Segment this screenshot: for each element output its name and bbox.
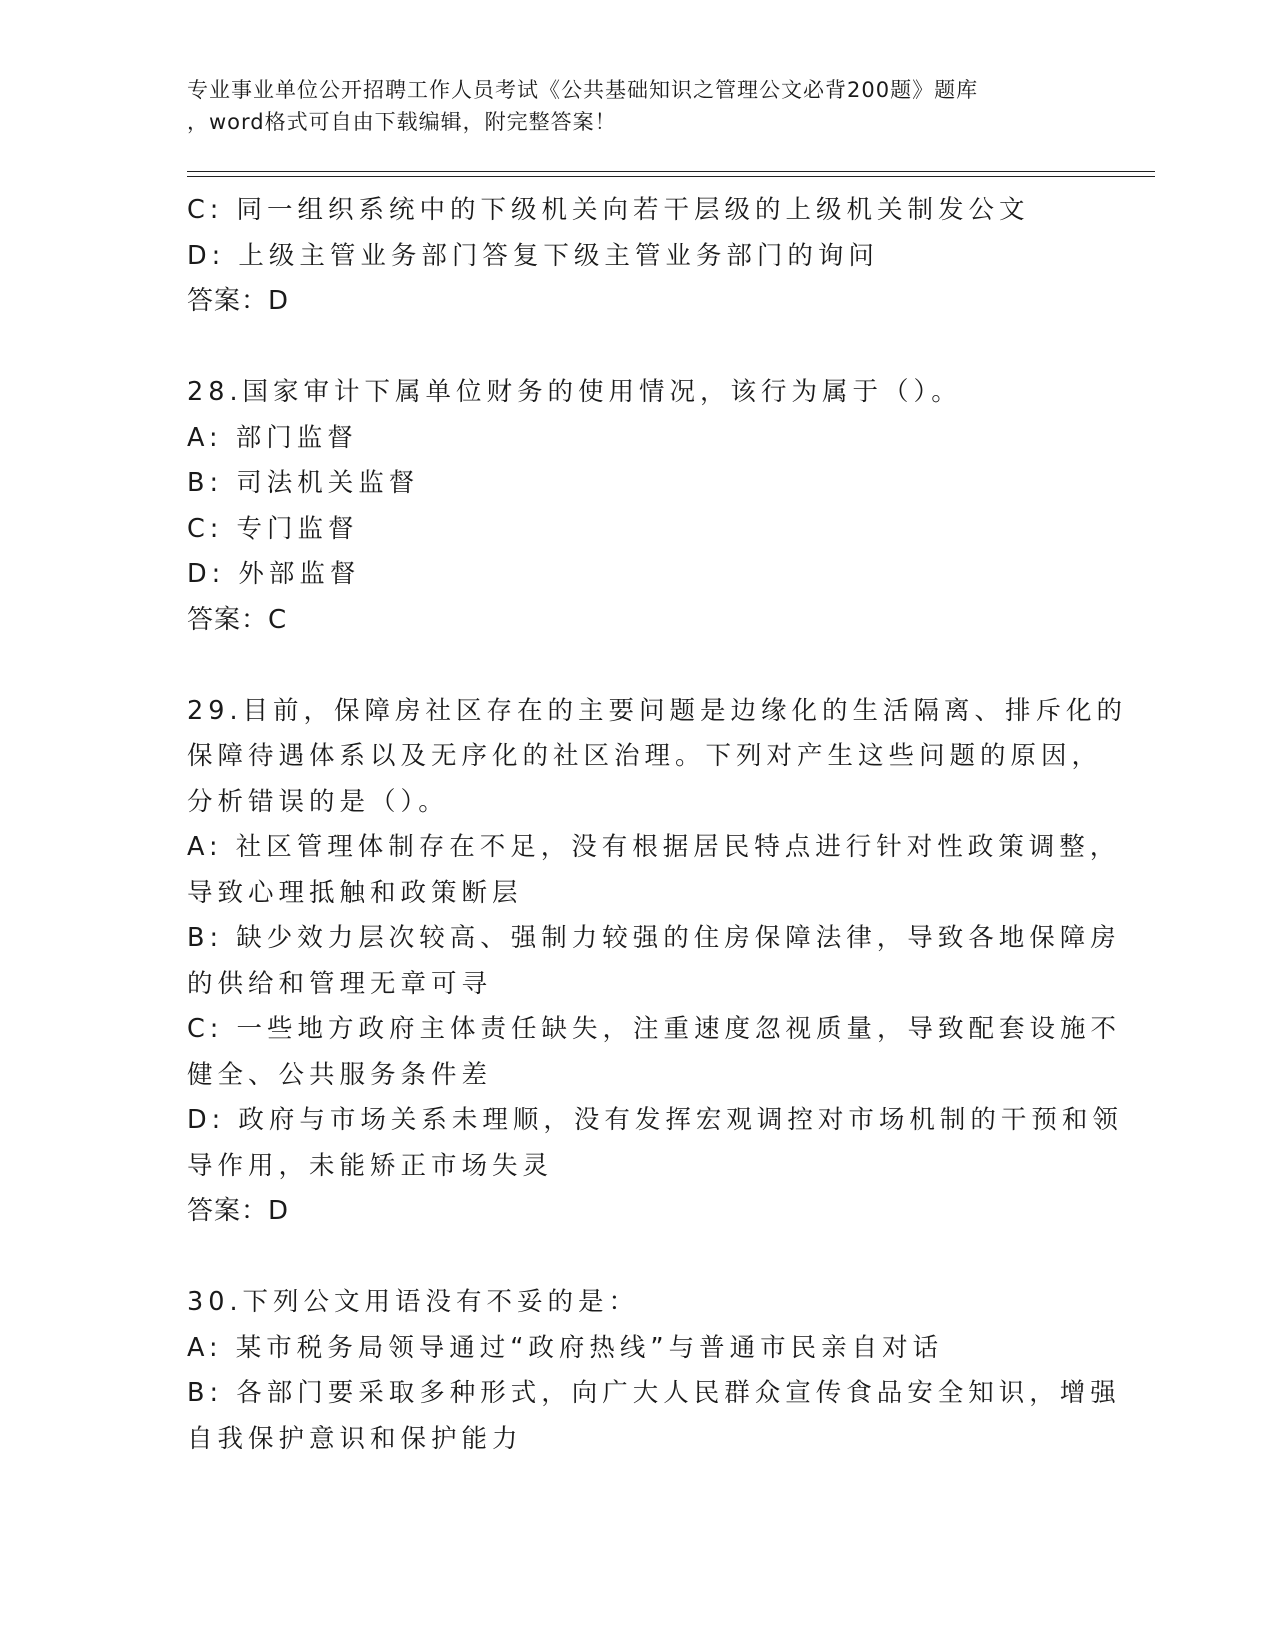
q27-option-c: C: 同一组织系统中的下级机关向若干层级的上级机关制发公文: [187, 195, 1030, 225]
spacer: [187, 643, 1087, 689]
question-29-block: [187, 689, 1128, 1235]
q30-option-b-line-1: B: 各部门要采取多种形式，向广大人民群众宣传食品安全知识，增强: [187, 1378, 1121, 1408]
question-30-block: [187, 1280, 1121, 1462]
q28-option-d: D: 外部监督: [187, 559, 361, 589]
q28-answer: [187, 598, 1087, 644]
q29-option-d-line-2: 导作用，未能矫正市场失灵: [187, 1150, 554, 1181]
q28-option-a: A: 部门监督: [187, 422, 358, 453]
question-27-block: [187, 188, 1087, 325]
header-title-line-1: 专业事业单位公开招聘工作人员考试《公共基础知识之管理公文必背200题》题库: [187, 78, 979, 102]
answer-label: 答案：: [187, 604, 269, 635]
q30-option-a: A: 某市税务局领导通过“政府热线”与普通市民亲自对话: [187, 1332, 944, 1363]
question-content: [187, 188, 1128, 1462]
answer-value: D: [268, 1196, 289, 1226]
q30-question: 30.下列公文用语没有不妥的是：: [187, 1287, 640, 1317]
header-divider-top: [187, 171, 1155, 172]
q29-question-line-3: 分析错误的是（）。: [187, 786, 449, 817]
spacer: [187, 1235, 1087, 1281]
q29-option-b-line-2: 的供给和管理无章可寻: [187, 968, 493, 999]
q29-option-a-line-1: A: 社区管理体制存在不足，没有根据居民特点进行针对性政策调整，: [187, 832, 1121, 862]
q28-option-c: C: 专门监督: [187, 513, 359, 544]
q29-option-c-line-2: 健全、公共服务条件差: [187, 1059, 493, 1090]
header-title-line-2: ，word格式可自由下载编辑，附完整答案！: [187, 110, 617, 134]
answer-label: 答案：: [187, 1196, 269, 1226]
header-divider-bottom: [187, 176, 1155, 177]
answer-value: C: [268, 604, 287, 635]
answer-label: 答案：: [187, 286, 269, 316]
q29-option-b-line-1: B: 缺少效力层次较高、强制力较强的住房保障法律，导致各地保障房: [187, 923, 1121, 953]
q27-answer: [187, 279, 1087, 325]
q29-option-a-line-2: 导致心理抵触和政策断层: [187, 877, 523, 908]
q28-option-b: B: 司法机关监督: [187, 468, 420, 498]
question-28-block: [187, 370, 1087, 643]
q29-option-d-line-1: D: 政府与市场关系未理顺，没有发挥宏观调控对市场机制的干预和领: [187, 1105, 1123, 1135]
q29-answer: [187, 1189, 1087, 1235]
q29-question-line-1: 29.目前，保障房社区存在的主要问题是边缘化的生活隔离、排斥化的: [187, 695, 1128, 726]
q27-option-d: D: 上级主管业务部门答复下级主管业务部门的询问: [187, 240, 879, 271]
q28-question: 28.国家审计下属单位财务的使用情况，该行为属于（）。: [187, 377, 962, 407]
q29-question-line-2: 保障待遇体系以及无序化的社区治理。下列对产生这些问题的原因，: [187, 741, 1103, 771]
answer-value: D: [268, 286, 289, 316]
q30-option-b-line-2: 自我保护意识和保护能力: [187, 1423, 523, 1454]
document-header: [187, 74, 1087, 138]
spacer: [187, 325, 1087, 371]
q29-option-c-line-1: C: 一些地方政府主体责任缺失，注重速度忽视质量，导致配套设施不: [187, 1014, 1122, 1044]
